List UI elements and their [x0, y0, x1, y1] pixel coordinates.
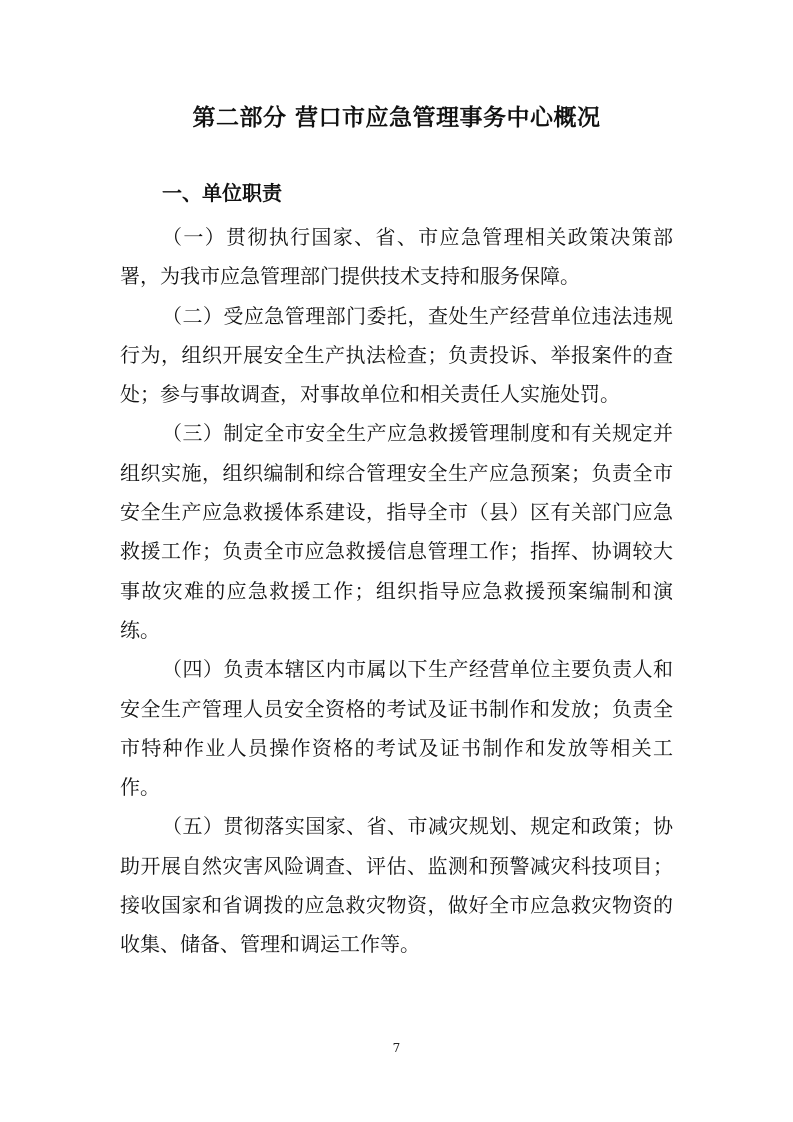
- section-heading: 一、单位职责: [162, 181, 282, 205]
- paragraph-duty-2: （二）受应急管理部门委托，查处生产经营单位违法违规行为，组织开展安全生产执法检查；负责投诉、举报案件的查处；参与事故调查，对事故单位和相关责任人实施处罚。: [120, 303, 673, 407]
- body-text: [120, 218, 673, 965]
- page-title: 第二部分 营口市应急管理事务中心概况: [192, 105, 601, 131]
- paragraph-duty-3: （三）制定全市安全生产应急救援管理制度和有关规定并组织实施，组织编制和综合管理安全生产应急预案；负责全市安全生产应急救援体系建设，指导全市（县）区有关部门应急救援工作；负责全市应急救援信息管理工作；指挥、协调较大事故灾难的应急救援工作；组织指导应急救援预案编制和演练。: [120, 421, 673, 642]
- paragraph-duty-5: （五）贯彻落实国家、省、市减灾规划、规定和政策；协助开展自然灾害风险调查、评估、监测和预警减灾科技项目；接收国家和省调拨的应急救灾物资，做好全市应急救灾物资的收集、储备、管理和调运工作等。: [120, 814, 673, 957]
- paragraph-duty-1: （一）贯彻执行国家、省、市应急管理相关政策决策部署，为我市应急管理部门提供技术支持和服务保障。: [120, 225, 673, 289]
- page-number: 7: [392, 1041, 401, 1055]
- paragraph-duty-4: （四）负责本辖区内市属以下生产经营单位主要负责人和安全生产管理人员安全资格的考试及证书制作和发放；负责全市特种作业人员操作资格的考试及证书制作和发放等相关工作。: [120, 657, 673, 800]
